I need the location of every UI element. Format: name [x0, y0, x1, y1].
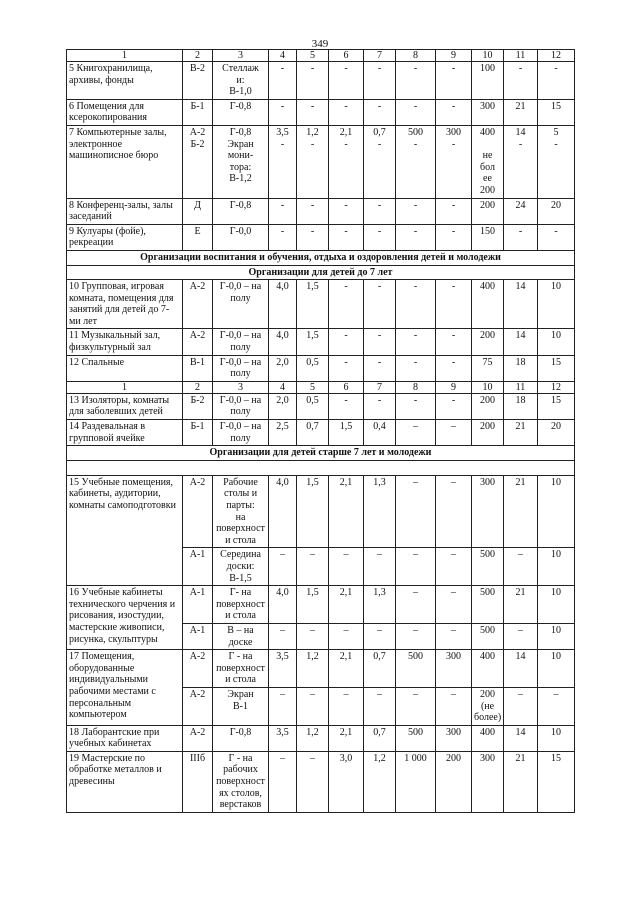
column-number: 12	[538, 381, 575, 393]
table-row	[67, 393, 575, 419]
cell-c10: 500	[472, 586, 504, 624]
cell-c11: –	[504, 548, 538, 586]
cell-c6: -	[329, 224, 364, 250]
cell-c9: 300	[436, 725, 472, 751]
column-number: 8	[396, 381, 436, 393]
cell-c4: –	[269, 751, 297, 812]
table-row	[67, 420, 575, 446]
cell-cat: Б-2	[183, 393, 213, 419]
cell-c4: 4,0	[269, 329, 297, 355]
cell-c4: 2,0	[269, 355, 297, 381]
cell-cat: А-2	[183, 475, 213, 548]
cell-c8: -	[396, 355, 436, 381]
cell-c11: 14	[504, 280, 538, 329]
cell-c4: 4,0	[269, 586, 297, 624]
cell-c6: -	[329, 198, 364, 224]
cell-c11: 21	[504, 99, 538, 125]
cell-c9: –	[436, 687, 472, 725]
cell-c7: 0,7 -	[364, 125, 396, 198]
cell-c8: –	[396, 687, 436, 725]
cell-c7: –	[364, 623, 396, 649]
cell-c11: 21	[504, 420, 538, 446]
column-number: 4	[269, 50, 297, 62]
cell-c9: -	[436, 99, 472, 125]
cell-plane: Стеллаж и: В-1,0	[213, 62, 269, 100]
section-heading: Организации воспитания и обучения, отдыха и оздоровления детей и молодежи	[67, 250, 575, 265]
cell-plane: Г-0,0 – на полу	[213, 280, 269, 329]
table-row	[67, 586, 575, 624]
section-heading-row	[67, 446, 575, 461]
column-number: 9	[436, 381, 472, 393]
section-heading-row	[67, 265, 575, 280]
column-number: 6	[329, 381, 364, 393]
cell-c8: -	[396, 224, 436, 250]
cell-c5: 1,5	[297, 280, 329, 329]
section-heading: Организации для детей до 7 лет	[67, 265, 575, 280]
cell-c12: 10	[538, 280, 575, 329]
cell-c7: -	[364, 198, 396, 224]
cell-c7: 1,3	[364, 475, 396, 548]
cell-c11: –	[504, 687, 538, 725]
column-number: 11	[504, 50, 538, 62]
cell-plane: Г - на рабочих поверхност ях столов, верстаков	[213, 751, 269, 812]
cell-c8: -	[396, 198, 436, 224]
table-row	[67, 224, 575, 250]
cell-c6: -	[329, 280, 364, 329]
cell-c11: 18	[504, 393, 538, 419]
room-name: 5 Книгохранилища, архивы, фонды	[67, 62, 183, 100]
cell-c9: –	[436, 475, 472, 548]
cell-c6: 2,1	[329, 475, 364, 548]
cell-plane: Экран В-1	[213, 687, 269, 725]
cell-cat: Б-1	[183, 420, 213, 446]
cell-c4: 3,5 -	[269, 125, 297, 198]
cell-c10: 400	[472, 725, 504, 751]
cell-c5: -	[297, 99, 329, 125]
cell-c10: 200	[472, 198, 504, 224]
cell-c6: 2,1	[329, 650, 364, 688]
cell-c8: 500	[396, 725, 436, 751]
section-heading: Организации для детей старше 7 лет и молодежи	[67, 446, 575, 461]
column-number: 2	[183, 50, 213, 62]
room-name: 7 Компьютерные залы, электронное машинописное бюро	[67, 125, 183, 198]
cell-c12: 15	[538, 99, 575, 125]
cell-plane: В – на доске	[213, 623, 269, 649]
column-number: 10	[472, 50, 504, 62]
cell-c7: 0,4	[364, 420, 396, 446]
column-number: 10	[472, 381, 504, 393]
cell-plane: Г-0,0 – на полу	[213, 355, 269, 381]
cell-c7: 0,7	[364, 725, 396, 751]
column-number: 1	[67, 381, 183, 393]
column-number: 12	[538, 50, 575, 62]
cell-plane: Середина доски: В-1,5	[213, 548, 269, 586]
cell-c9: –	[436, 623, 472, 649]
cell-c8: -	[396, 62, 436, 100]
column-number: 4	[269, 381, 297, 393]
cell-c7: 1,2	[364, 751, 396, 812]
column-number: 9	[436, 50, 472, 62]
room-name: 12 Спальные	[67, 355, 183, 381]
cell-c11: 14 -	[504, 125, 538, 198]
cell-c9: -	[436, 62, 472, 100]
page-number: 349	[311, 38, 329, 50]
cell-c8: -	[396, 99, 436, 125]
cell-c12: 10	[538, 329, 575, 355]
cell-c11: 14	[504, 650, 538, 688]
cell-c4: -	[269, 198, 297, 224]
table-row	[67, 280, 575, 329]
cell-c5: –	[297, 623, 329, 649]
cell-c12: –	[538, 687, 575, 725]
cell-c9: -	[436, 198, 472, 224]
cell-c4: 2,5	[269, 420, 297, 446]
cell-c6: -	[329, 99, 364, 125]
room-name: 13 Изоляторы, комнаты для заболевших детей	[67, 393, 183, 419]
cell-c12: -	[538, 224, 575, 250]
cell-c7: -	[364, 329, 396, 355]
cell-cat: IIIб	[183, 751, 213, 812]
cell-c6: 2,1 -	[329, 125, 364, 198]
cell-c12: 10	[538, 548, 575, 586]
cell-c6: 2,1	[329, 586, 364, 624]
cell-cat: А-2	[183, 329, 213, 355]
table-row	[67, 125, 575, 198]
cell-c5: 1,5	[297, 329, 329, 355]
room-name: 9 Кулуары (фойе), рекреации	[67, 224, 183, 250]
cell-c4: 3,5	[269, 725, 297, 751]
spacer-row	[67, 460, 575, 475]
table-row	[67, 62, 575, 100]
cell-c10: 300	[472, 99, 504, 125]
room-name: 19 Мастерские по обработке металлов и древесины	[67, 751, 183, 812]
cell-c5: -	[297, 224, 329, 250]
column-number-row	[67, 50, 575, 62]
cell-c7: 1,3	[364, 586, 396, 624]
cell-c6: –	[329, 623, 364, 649]
cell-c10: 150	[472, 224, 504, 250]
cell-cat: Б-1	[183, 99, 213, 125]
cell-c12: 15	[538, 751, 575, 812]
cell-c12: 10	[538, 586, 575, 624]
cell-cat: А-2 Б-2	[183, 125, 213, 198]
cell-plane: Г-0,0	[213, 224, 269, 250]
cell-plane: Г-0,0 – на полу	[213, 393, 269, 419]
cell-c10: 75	[472, 355, 504, 381]
cell-c6: –	[329, 687, 364, 725]
cell-c9: 200	[436, 751, 472, 812]
cell-plane: Г - на поверхност и стола	[213, 650, 269, 688]
room-name: 8 Конференц-залы, залы заседаний	[67, 198, 183, 224]
cell-c8: -	[396, 329, 436, 355]
cell-c4: -	[269, 62, 297, 100]
cell-c5: –	[297, 687, 329, 725]
column-number: 5	[297, 50, 329, 62]
room-name: 16 Учебные кабинеты технического черчения и рисования, изостудии, мастерские живописи, рисунка, скульптуры	[67, 586, 183, 650]
column-number: 7	[364, 50, 396, 62]
room-name: 10 Групповая, игровая комната, помещения для занятий для детей до 7-ми лет	[67, 280, 183, 329]
table-row	[67, 198, 575, 224]
cell-c5: 1,5	[297, 586, 329, 624]
table-row	[67, 355, 575, 381]
room-name: 14 Раздевальная в групповой ячейке	[67, 420, 183, 446]
cell-c9: -	[436, 224, 472, 250]
cell-c12: 20	[538, 198, 575, 224]
column-number: 6	[329, 50, 364, 62]
cell-c9: -	[436, 355, 472, 381]
spacer-cell	[67, 460, 575, 475]
cell-c11: 21	[504, 586, 538, 624]
cell-c9: 300	[436, 650, 472, 688]
cell-c12: 10	[538, 475, 575, 548]
cell-c4: –	[269, 687, 297, 725]
cell-c4: 2,0	[269, 393, 297, 419]
cell-c7: 0,7	[364, 650, 396, 688]
cell-c7: -	[364, 280, 396, 329]
cell-cat: А-1	[183, 623, 213, 649]
table-row	[67, 329, 575, 355]
cell-c7: -	[364, 224, 396, 250]
cell-c5: –	[297, 548, 329, 586]
cell-c8: 500	[396, 650, 436, 688]
cell-c11: 24	[504, 198, 538, 224]
cell-plane: Г- на поверхност и стола	[213, 586, 269, 624]
cell-c7: -	[364, 355, 396, 381]
table-row	[67, 725, 575, 751]
cell-c12: -	[538, 62, 575, 100]
cell-c12: 5 -	[538, 125, 575, 198]
room-name: 18 Лаборантские при учебных кабинетах	[67, 725, 183, 751]
cell-c4: 3,5	[269, 650, 297, 688]
cell-c10: 400 не бол ее 200	[472, 125, 504, 198]
cell-c4: 4,0	[269, 280, 297, 329]
column-number: 8	[396, 50, 436, 62]
room-name: 15 Учебные помещения, кабинеты, аудитории, комнаты самоподготовки	[67, 475, 183, 585]
cell-c10: 100	[472, 62, 504, 100]
table-row	[67, 99, 575, 125]
cell-c6: 1,5	[329, 420, 364, 446]
cell-c8: –	[396, 586, 436, 624]
cell-c5: 0,5	[297, 355, 329, 381]
cell-c11: 14	[504, 725, 538, 751]
cell-c11: 18	[504, 355, 538, 381]
cell-c12: 15	[538, 393, 575, 419]
cell-c6: –	[329, 548, 364, 586]
cell-c10: 200	[472, 329, 504, 355]
cell-c10: 300	[472, 475, 504, 548]
column-number-row	[67, 381, 575, 393]
cell-c12: 10	[538, 650, 575, 688]
cell-plane: Г-0,0 – на полу	[213, 420, 269, 446]
cell-c11: 21	[504, 751, 538, 812]
lighting-norms-table	[66, 49, 575, 813]
cell-cat: А-2	[183, 650, 213, 688]
cell-c8: 1 000	[396, 751, 436, 812]
cell-c9: –	[436, 548, 472, 586]
room-name: 6 Помещения для ксерокопирования	[67, 99, 183, 125]
cell-c10: 400	[472, 650, 504, 688]
cell-plane: Г-0,8	[213, 198, 269, 224]
cell-c10: 300	[472, 751, 504, 812]
cell-plane: Г-0,8 Экран мони- тора: В-1,2	[213, 125, 269, 198]
cell-c7: -	[364, 62, 396, 100]
cell-c5: 1,2	[297, 650, 329, 688]
cell-cat: В-1	[183, 355, 213, 381]
cell-c12: 10	[538, 623, 575, 649]
cell-c8: –	[396, 548, 436, 586]
table-row	[67, 650, 575, 688]
cell-plane: Г-0,0 – на полу	[213, 329, 269, 355]
cell-c8: -	[396, 280, 436, 329]
cell-c5: -	[297, 62, 329, 100]
cell-c8: -	[396, 393, 436, 419]
cell-c5: 1,2 -	[297, 125, 329, 198]
cell-cat: В-2	[183, 62, 213, 100]
cell-c11: –	[504, 623, 538, 649]
column-number: 1	[67, 50, 183, 62]
cell-c7: –	[364, 687, 396, 725]
cell-c7: -	[364, 99, 396, 125]
cell-cat: А-1	[183, 586, 213, 624]
column-number: 11	[504, 381, 538, 393]
column-number: 2	[183, 381, 213, 393]
section-heading-row	[67, 250, 575, 265]
column-number: 3	[213, 50, 269, 62]
cell-c5: 0,7	[297, 420, 329, 446]
cell-plane: Рабочие столы и парты: на поверхност и стола	[213, 475, 269, 548]
cell-c8: –	[396, 623, 436, 649]
cell-c12: 15	[538, 355, 575, 381]
column-number: 3	[213, 381, 269, 393]
cell-cat: А-1	[183, 548, 213, 586]
cell-c11: -	[504, 62, 538, 100]
cell-c11: 14	[504, 329, 538, 355]
cell-c4: -	[269, 224, 297, 250]
cell-c5: 1,5	[297, 475, 329, 548]
cell-c5: -	[297, 198, 329, 224]
cell-cat: А-2	[183, 280, 213, 329]
cell-c9: -	[436, 280, 472, 329]
cell-c7: -	[364, 393, 396, 419]
room-name: 17 Помещения, оборудованные индивидуальными рабочими местами с персональным компьютером	[67, 650, 183, 726]
cell-c10: 200	[472, 393, 504, 419]
cell-c6: -	[329, 62, 364, 100]
cell-c10: 500	[472, 548, 504, 586]
cell-c6: 2,1	[329, 725, 364, 751]
cell-c5: –	[297, 751, 329, 812]
cell-plane: Г-0,8	[213, 725, 269, 751]
cell-c4: –	[269, 548, 297, 586]
cell-c9: -	[436, 329, 472, 355]
cell-plane: Г-0,8	[213, 99, 269, 125]
cell-c5: 0,5	[297, 393, 329, 419]
cell-c4: 4,0	[269, 475, 297, 548]
column-number: 5	[297, 381, 329, 393]
cell-cat: Д	[183, 198, 213, 224]
cell-c9: 300 -	[436, 125, 472, 198]
cell-c12: 10	[538, 725, 575, 751]
cell-c8: –	[396, 420, 436, 446]
cell-c6: 3,0	[329, 751, 364, 812]
cell-c10: 500	[472, 623, 504, 649]
cell-cat: Е	[183, 224, 213, 250]
table-row	[67, 475, 575, 548]
cell-c10: 200	[472, 420, 504, 446]
table-row	[67, 751, 575, 812]
cell-c9: –	[436, 420, 472, 446]
room-name: 11 Музыкальный зал, физкультурный зал	[67, 329, 183, 355]
cell-c8: –	[396, 475, 436, 548]
cell-c9: –	[436, 586, 472, 624]
cell-c6: -	[329, 355, 364, 381]
cell-c6: -	[329, 329, 364, 355]
column-number: 7	[364, 381, 396, 393]
cell-c10: 400	[472, 280, 504, 329]
cell-c9: -	[436, 393, 472, 419]
cell-c10: 200 (не более)	[472, 687, 504, 725]
cell-cat: А-2	[183, 687, 213, 725]
cell-cat: А-2	[183, 725, 213, 751]
cell-c6: -	[329, 393, 364, 419]
cell-c4: –	[269, 623, 297, 649]
cell-c11: -	[504, 224, 538, 250]
cell-c12: 20	[538, 420, 575, 446]
cell-c7: –	[364, 548, 396, 586]
cell-c4: -	[269, 99, 297, 125]
cell-c8: 500 -	[396, 125, 436, 198]
cell-c11: 21	[504, 475, 538, 548]
cell-c5: 1,2	[297, 725, 329, 751]
